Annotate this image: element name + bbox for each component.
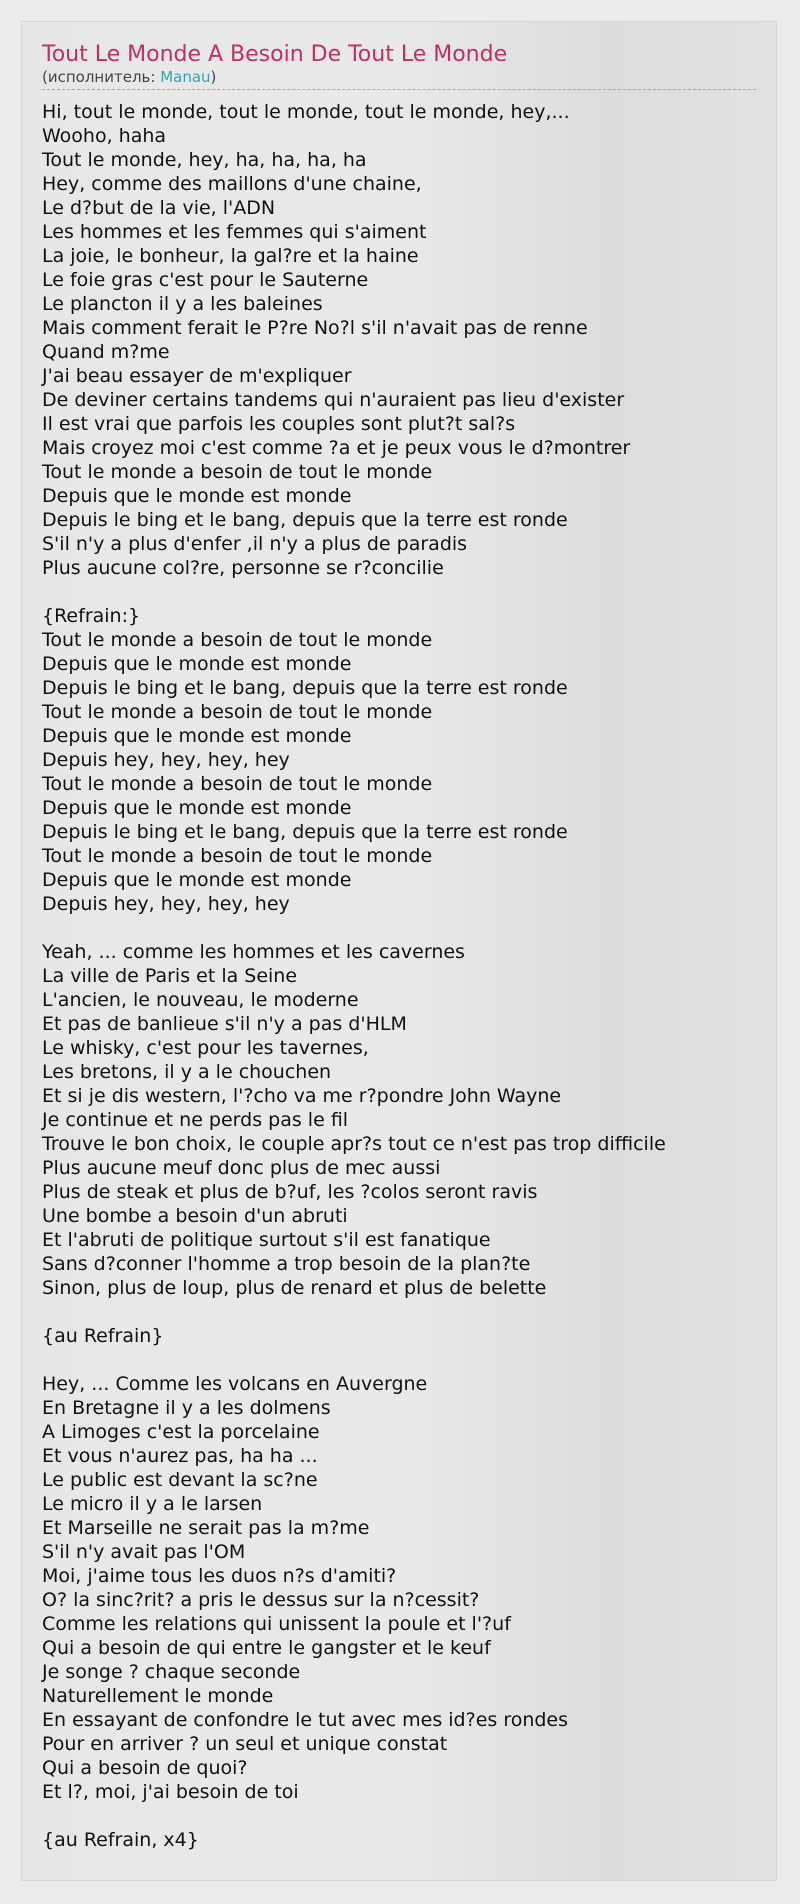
lyric-line: A Limoges c'est la porcelaine [42,1421,320,1443]
lyric-line: Tout le monde, hey, ha, ha, ha, ha [42,149,367,171]
lyric-line [42,580,756,604]
lyric-line: Tout le monde a besoin de tout le monde [42,845,433,867]
performer-suffix: ) [210,68,217,86]
lyric-line: Les bretons, il y a le chouchen [42,1061,332,1083]
lyric-line: Yeah, ... comme les hommes et les cavernes [42,941,465,963]
lyric-line: Plus aucune meuf donc plus de mec aussi [42,1157,441,1179]
lyric-line: Wooho, haha [42,125,167,147]
lyric-line: Mais croyez moi c'est comme ?a et je peux vous le d?montrer [42,437,631,459]
lyric-line: O? la sinc?rit? a pris le dessus sur la n?cessit? [42,1589,480,1611]
lyric-line: Qui a besoin de qui entre le gangster et le keuf [42,1637,491,1659]
artist-link[interactable]: Manau [160,68,211,86]
lyric-line [42,916,756,940]
lyric-line: Trouve le bon choix, le couple apr?s tout ce n'est pas trop difficile [42,1133,666,1155]
lyric-line: Je songe ? chaque seconde [42,1661,301,1683]
lyric-line: Tout le monde a besoin de tout le monde [42,629,433,651]
lyric-line: Naturellement le monde [42,1685,274,1707]
lyric-line: Hey, ... Comme les volcans en Auvergne [42,1373,428,1395]
lyric-line [42,1348,756,1372]
lyric-line: L'ancien, le nouveau, le moderne [42,989,359,1011]
lyric-line: Quand m?me [42,341,170,363]
lyric-line: Plus aucune col?re, personne se r?concilie [42,557,444,579]
lyric-line: {au Refrain, x4} [42,1829,199,1851]
lyric-line: De deviner certains tandems qui n'auraient pas lieu d'exister [42,389,625,411]
card-content [42,42,756,1852]
lyric-line: En essayant de confondre le tut avec mes id?es rondes [42,1709,569,1731]
lyric-line: Le public est devant la sc?ne [42,1469,318,1491]
title-divider [42,89,756,90]
lyric-line: Et vous n'aurez pas, ha ha ... [42,1445,318,1467]
lyrics-text [42,100,756,1852]
lyric-line: Plus de steak et plus de b?uf, les ?colos seront ravis [42,1181,538,1203]
lyric-line: Tout le monde a besoin de tout le monde [42,773,433,795]
performer-line [42,68,756,86]
lyric-line: Et l?, moi, j'ai besoin de toi [42,1781,299,1803]
lyric-line: {Refrain:} [42,605,141,627]
lyric-line: En Bretagne il y a les dolmens [42,1397,331,1419]
lyric-line: Et l'abruti de politique surtout s'il est fanatique [42,1229,491,1251]
lyric-line [42,1300,756,1324]
lyric-line: S'il n'y avait pas l'OM [42,1541,246,1563]
lyric-line [42,1804,756,1828]
lyric-line: S'il n'y a plus d'enfer ,il n'y a plus de paradis [42,533,468,555]
lyric-line: Et si je dis western, l'?cho va me r?pondre John Wayne [42,1085,562,1107]
lyric-line: Depuis le bing et le bang, depuis que la terre est ronde [42,821,568,843]
lyric-line: Hey, comme des maillons d'une chaine, [42,173,422,195]
lyric-line: Le whisky, c'est pour les tavernes, [42,1037,369,1059]
lyric-line: Depuis que le monde est monde [42,653,352,675]
lyric-line: Le foie gras c'est pour le Sauterne [42,269,369,291]
lyric-line: Tout le monde a besoin de tout le monde [42,701,433,723]
lyric-line: Et Marseille ne serait pas la m?me [42,1517,370,1539]
performer-prefix: (исполнитель: [42,68,161,86]
lyric-line: Moi, j'aime tous les duos n?s d'amiti? [42,1565,397,1587]
lyric-line: Les hommes et les femmes qui s'aiment [42,221,427,243]
lyric-line: Depuis que le monde est monde [42,485,352,507]
lyric-line: Pour en arriver ? un seul et unique constat [42,1733,448,1755]
lyric-line: La ville de Paris et la Seine [42,965,298,987]
lyric-line: Comme les relations qui unissent la poule et l'?uf [42,1613,511,1635]
lyric-line: Depuis le bing et le bang, depuis que la terre est ronde [42,677,568,699]
lyric-line: Depuis que le monde est monde [42,725,352,747]
lyric-line: Tout le monde a besoin de tout le monde [42,461,433,483]
lyric-line: Il est vrai que parfois les couples sont plut?t sal?s [42,413,516,435]
lyrics-card [21,21,777,1881]
lyric-line: J'ai beau essayer de m'expliquer [42,365,352,387]
lyric-line: Sans d?conner l'homme a trop besoin de la plan?te [42,1253,531,1275]
lyric-line: Et pas de banlieue s'il n'y a pas d'HLM [42,1013,407,1035]
lyric-line: La joie, le bonheur, la gal?re et la haine [42,245,419,267]
lyric-line: Le plancton il y a les baleines [42,293,323,315]
lyric-line: Depuis hey, hey, hey, hey [42,893,290,915]
lyric-line: Le d?but de la vie, l'ADN [42,197,276,219]
lyric-line: Depuis hey, hey, hey, hey [42,749,290,771]
lyric-line: Sinon, plus de loup, plus de renard et plus de belette [42,1277,547,1299]
lyric-line: Depuis le bing et le bang, depuis que la terre est ronde [42,509,568,531]
song-title: Tout Le Monde A Besoin De Tout Le Monde [42,42,508,67]
lyric-line: Hi, tout le monde, tout le monde, tout le monde, hey,... [42,101,570,123]
lyric-line: Le micro il y a le larsen [42,1493,263,1515]
lyric-line: Mais comment ferait le P?re No?l s'il n'avait pas de renne [42,317,588,339]
lyric-line: Une bombe a besoin d'un abruti [42,1205,348,1227]
lyric-line: Je continue et ne perds pas le fil [42,1109,349,1131]
lyric-line: Depuis que le monde est monde [42,869,352,891]
lyric-line: Qui a besoin de quoi? [42,1757,248,1779]
lyric-line: {au Refrain} [42,1325,164,1347]
lyric-line: Depuis que le monde est monde [42,797,352,819]
